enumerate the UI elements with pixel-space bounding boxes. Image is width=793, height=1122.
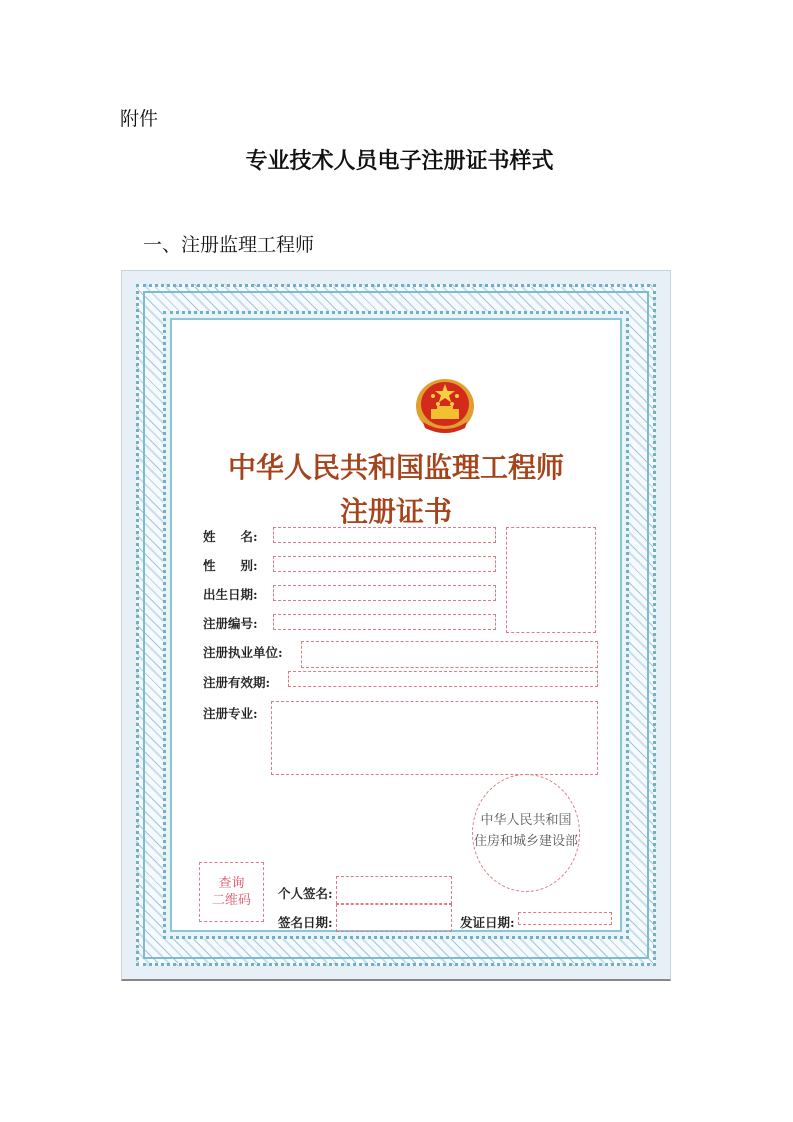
qr-text-line1: 查询 <box>218 876 245 891</box>
birth-date-field[interactable] <box>273 585 496 601</box>
certificate-paper <box>170 318 622 932</box>
section-heading: 一、注册监理工程师 <box>143 234 315 256</box>
signature-label: 个人签名: <box>278 886 333 901</box>
qr-text-line2: 二维码 <box>211 893 251 908</box>
attachment-label: 附件 <box>120 108 159 130</box>
birth-date-label: 出生日期: <box>203 587 258 602</box>
qr-code-placeholder[interactable] <box>199 862 264 922</box>
specialty-field[interactable] <box>271 701 598 775</box>
seal-text-line1: 中华人民共和国 <box>480 813 572 828</box>
issue-date-label: 发证日期: <box>460 915 515 930</box>
employer-label: 注册执业单位: <box>203 645 283 660</box>
certificate-title-line1: 中华人民共和国监理工程师 <box>227 451 564 484</box>
signature-field[interactable] <box>336 876 452 904</box>
employer-field[interactable] <box>301 641 598 668</box>
gender-label: 性 别: <box>203 558 258 573</box>
issue-date-field[interactable] <box>518 912 612 925</box>
gender-field[interactable] <box>273 556 496 572</box>
name-field[interactable] <box>273 527 496 543</box>
certificate-image <box>121 270 671 981</box>
photo-placeholder[interactable] <box>506 527 596 633</box>
name-label: 姓 名: <box>203 529 258 544</box>
registration-no-field[interactable] <box>273 614 496 630</box>
decorative-border <box>136 284 656 966</box>
document-title: 专业技术人员电子注册证书样式 <box>245 148 554 174</box>
specialty-label: 注册专业: <box>203 706 258 721</box>
sign-date-label: 签名日期: <box>278 915 333 930</box>
official-seal-placeholder <box>472 774 580 892</box>
seal-text-line2: 住房和城乡建设部 <box>473 834 578 849</box>
validity-label: 注册有效期: <box>203 675 271 690</box>
validity-field[interactable] <box>288 671 598 687</box>
sign-date-field[interactable] <box>336 904 452 932</box>
certificate-title-line2: 注册证书 <box>339 495 452 528</box>
national-emblem-icon <box>415 378 475 434</box>
registration-no-label: 注册编号: <box>203 616 258 631</box>
